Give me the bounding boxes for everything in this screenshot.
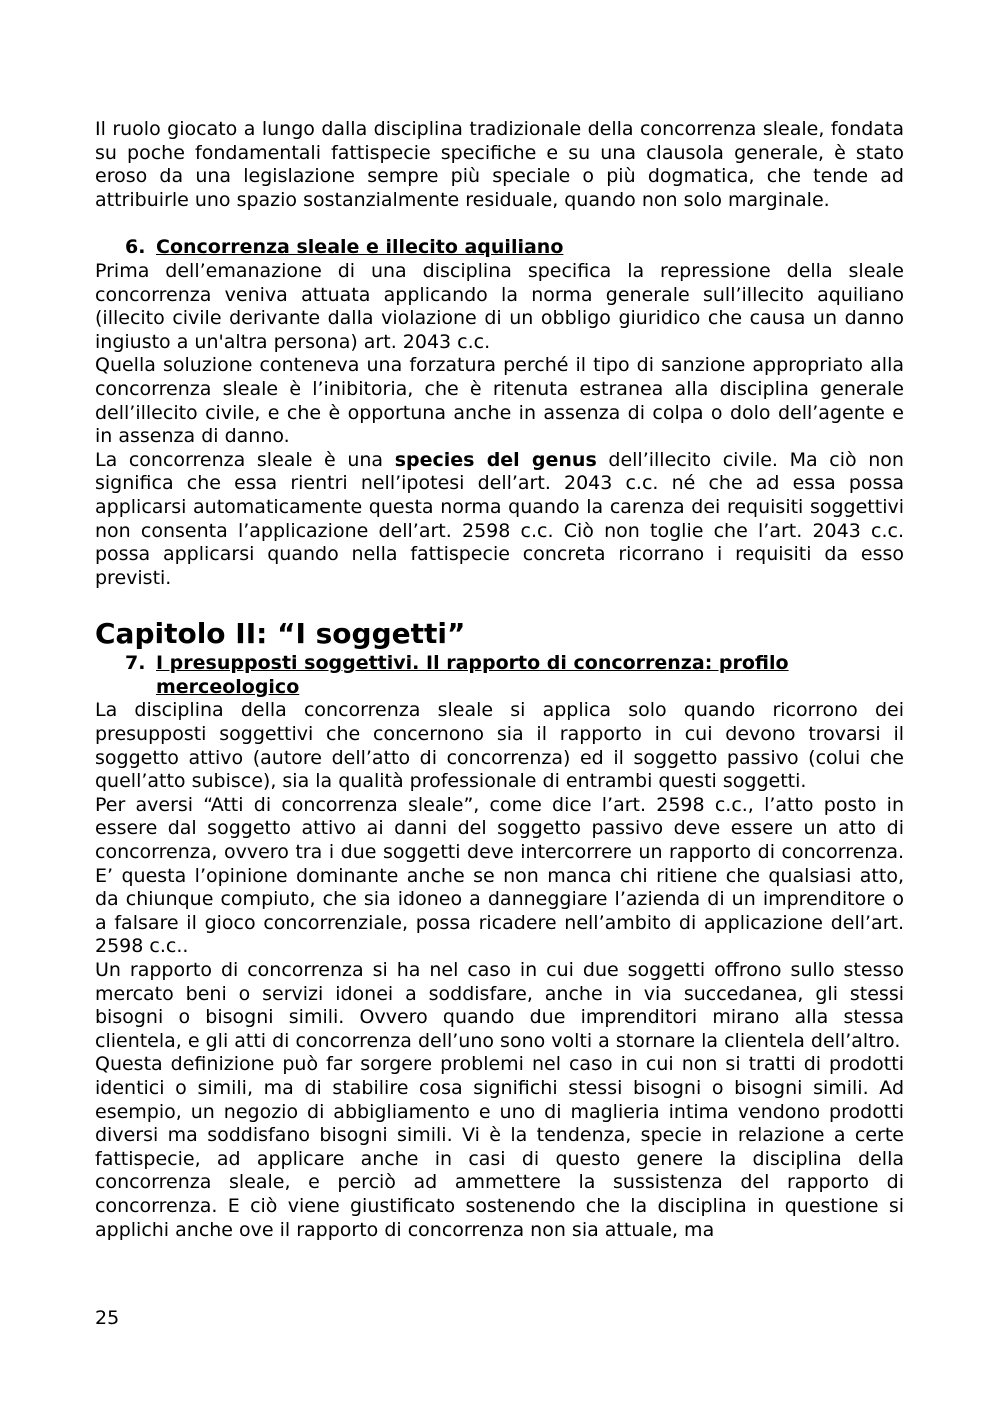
section7-paragraph-2: Per aversi “Atti di concorrenza sleale”, come dice l’art. 2598 c.c., l’atto posto in essere dal soggetto attivo ai danni del soggetto passivo deve essere un atto di concorrenza, ovvero tra i due soggetti deve intercorrere un rapporto di concorrenza. E’ questa l’opinione dominante anche se non manca chi ritiene che qualsiasi atto, da chiunque compiuto, che sia idoneo a danneggiare l’azienda di un imprenditore o a falsare il gioco concorrenziale, possa ricadere nell’ambito di applicazione dell’art. 2598 c.c.. bbox=[95, 793, 904, 958]
section6-paragraph-2: Quella soluzione conteneva una forzatura perché il tipo di sanzione appropriato alla concorrenza sleale è l’inibitoria, che è ritenuta estranea alla disciplina generale dell’illecito civile, e che è opportuna anche in assenza di colpa o dolo dell’agente e in assenza di danno. bbox=[95, 354, 904, 448]
section6-paragraph-1: Prima dell’emanazione di una disciplina specifica la repressione della sleale concorrenza veniva attuata applicando la norma generale sull’illecito aquiliano (illecito civile derivante dalla violazione di un obbligo giuridico che causa un danno ingiusto a un'altra persona) art. 2043 c.c. bbox=[95, 259, 904, 353]
section-title: I presupposti soggettivi. Il rapporto di concorrenza: profilo merceologico bbox=[156, 652, 789, 698]
section-number: 7. bbox=[125, 652, 146, 675]
section7-paragraph-4: Questa definizione può far sorgere problemi nel caso in cui non si tratti di prodotti identici o simili, ma di stabilire cosa significhi stessi bisogni o bisogni simili. Ad esempio, un negozio di abbigliamento e uno di maglieria intima vendono prodotti diversi ma soddisfano bisogni simili. Vi è la tendenza, specie in relazione a certe fattispecie, ad applicare anche in casi di questo genere la disciplina della concorrenza sleale, e perciò ad ammettere la sussistenza del rapporto di concorrenza. E ciò viene giustificato sostenendo che la disciplina in questione si applichi anche ove il rapporto di concorrenza non sia attuale, ma bbox=[95, 1053, 904, 1241]
section-title: Concorrenza sleale e illecito aquiliano bbox=[156, 236, 564, 259]
paragraph-text: La concorrenza sleale è una bbox=[95, 448, 395, 471]
section-heading-6 bbox=[125, 236, 904, 260]
intro-paragraph: Il ruolo giocato a lungo dalla disciplina tradizionale della concorrenza sleale, fondata su poche fondamentali fattispecie specifiche e su una clausola generale, è stato eroso da una legislazione sempre più speciale o più dogmatica, che tende ad attribuirle uno spazio sostanzialmente residuale, quando non solo marginale. bbox=[95, 118, 904, 211]
spacer bbox=[95, 590, 904, 618]
page-number: 25 bbox=[95, 1307, 120, 1329]
paragraph-text: dell’illecito civile. Ma ciò non significa che essa rientri nell’ipotesi dell’art. 2043 c.c. né che ad essa possa applicarsi automaticamente questa norma quando la carenza dei requisiti soggettivi non consenta l’applicazione dell’art. 2598 c.c. Ciò non toglie che l’art. 2043 c.c. possa applicarsi quando nella fattispecie concreta ricorrano i requisiti da esso previsti. bbox=[95, 448, 904, 589]
section7-paragraph-3: Un rapporto di concorrenza si ha nel caso in cui due soggetti offrono sullo stesso mercato beni o servizi idonei a soddisfare, anche in via succedanea, gli stessi bisogni o bisogni simili. Ovvero quando due imprenditori mirano alla stessa clientela, e gli atti di concorrenza dell’uno sono volti a stornare la clientela dell’altro. bbox=[95, 959, 904, 1052]
bold-term: species del genus bbox=[394, 448, 597, 471]
document-page bbox=[95, 118, 904, 1242]
spacer bbox=[95, 212, 904, 236]
section-number: 6. bbox=[125, 236, 146, 259]
section-heading-7 bbox=[125, 652, 904, 699]
chapter-title: Capitolo II: “I soggetti” bbox=[95, 617, 466, 651]
section7-paragraph-1: La disciplina della concorrenza sleale si applica solo quando ricorrono dei presupposti soggettivi che concernono sia il rapporto in cui devono trovarsi il soggetto attivo (autore dell’atto di concorrenza) ed il soggetto passivo (colui che quell’atto subisce), sia la qualità professionale di entrambi questi soggetti. bbox=[95, 699, 904, 793]
section6-paragraph-3 bbox=[95, 449, 904, 591]
